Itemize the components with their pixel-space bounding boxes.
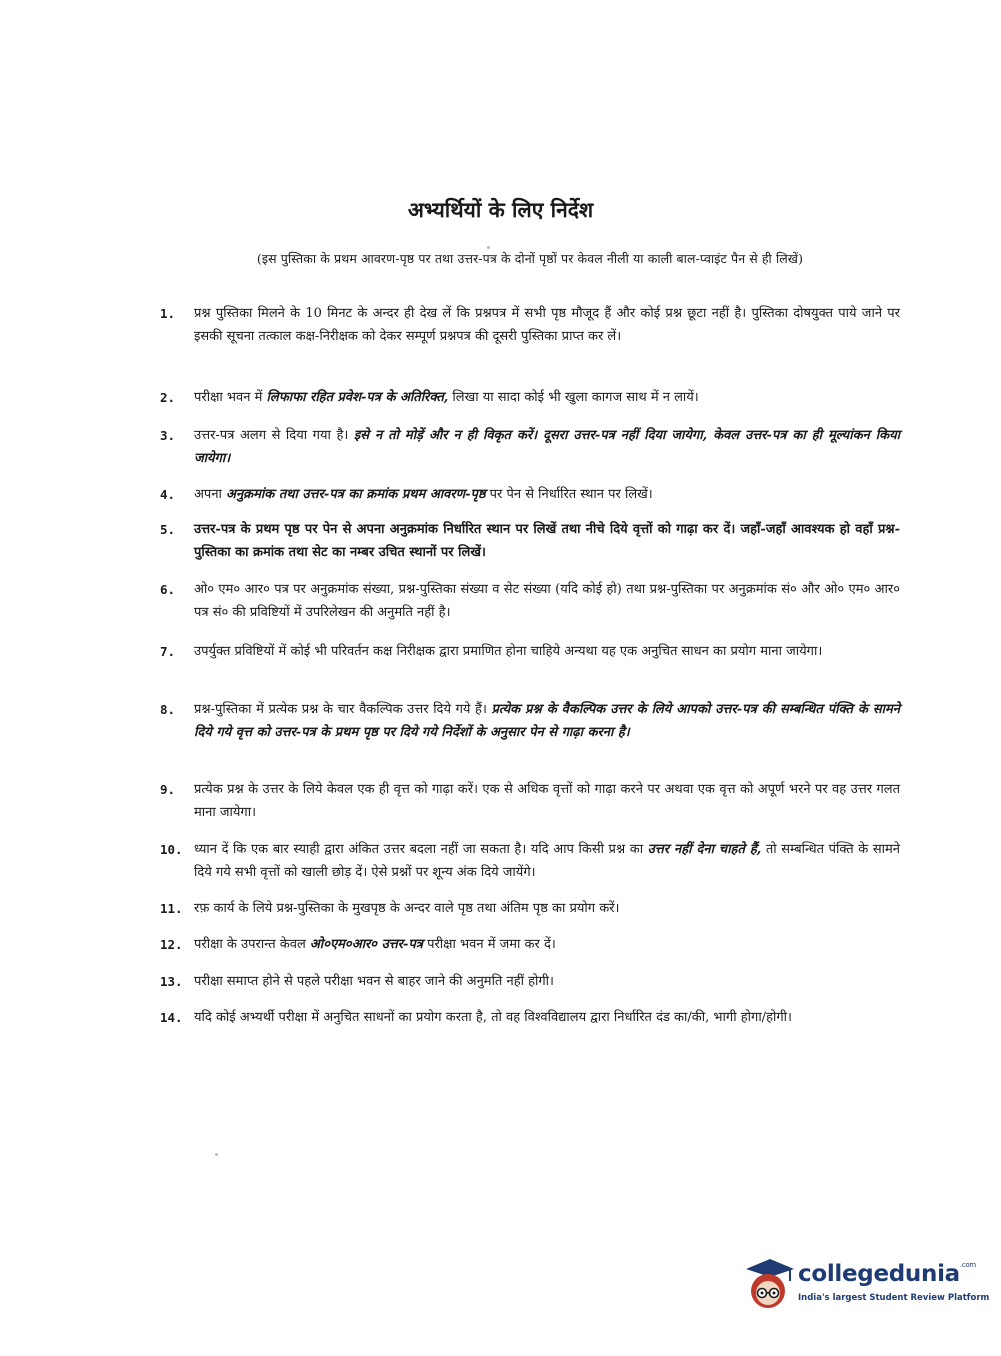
item-text: यदि कोई अभ्यर्थी परीक्षा में अनुचित साधनों का प्रयोग करता है, तो वह विश्वविद्यालय द्वारा निर्धारित दंड का/की, भागी होगा/होगी। [194, 1010, 792, 1025]
list-item [160, 302, 900, 348]
list-item [160, 897, 900, 920]
item-text: उत्तर-पत्र के प्रथम पृष्ठ पर पेन से अपना अनुक्रमांक निर्धारित स्थान पर लिखें तथा नीचे दिये वृत्तों को गाढ़ा कर दें। जहाँ-जहाँ आवश्यक हो वहाँ प्रश्न-पुस्तिका का क्रमांक तथा सेट का नम्बर उचित स्थानों पर लिखें। [194, 522, 900, 560]
item-text: परीक्षा समाप्त होने से पहले परीक्षा भवन से बाहर जाने की अनुमति नहीं होगी। [194, 974, 554, 989]
logo-name: collegedunia$^{.com}$ [798, 1261, 976, 1287]
list-item [160, 838, 900, 884]
item-number: 1. [160, 306, 176, 321]
item-text: परीक्षा भवन में लिफाफा रहित प्रवेश-पत्र के अतिरिक्त, लिखा या सादा कोई भी खुला कागज साथ में न लायें। [194, 390, 699, 405]
item-number: 9. [160, 782, 176, 797]
item-text: प्रत्येक प्रश्न के उत्तर के लिये केवल एक ही वृत्त को गाढ़ा करें। एक से अधिक वृत्तों को गाढ़ा करने पर अथवा एक वृत्त को अपूर्ण भरने पर वह उत्तर गलत माना जायेगा। [194, 782, 900, 820]
list-item [160, 698, 900, 744]
item-text: परीक्षा के उपरान्त केवल ओ०एम०आर० उत्तर-पत्र परीक्षा भवन में जमा कर दें। [194, 937, 556, 952]
item-number: 11. [160, 901, 183, 916]
item-text: रफ़ कार्य के लिये प्रश्न-पुस्तिका के मुखपृष्ठ के अन्दर वाले पृष्ठ तथा अंतिम पृष्ठ का प्रयोग करें। [194, 901, 620, 916]
item-number: 7. [160, 644, 176, 659]
item-number: 13. [160, 974, 183, 989]
collegedunia-logo [740, 1255, 990, 1315]
scan-speck [215, 1153, 218, 1156]
item-number: 2. [160, 390, 176, 405]
item-number: 10. [160, 842, 183, 857]
item-text: प्रश्न पुस्तिका मिलने के 10 मिनट के अन्दर ही देख लें कि प्रश्नपत्र में सभी पृष्ठ मौजूद हैं और कोई प्रश्न छूटा नहीं है। पुस्तिका दोषयुक्त पाये जाने पर इसकी सूचना तत्काल कक्ष-निरीक्षक को देकर सम्पूर्ण प्रश्नपत्र की दूसरी पुस्तिका प्राप्त कर लें। [194, 306, 900, 344]
list-item [160, 933, 900, 956]
item-text: ध्यान दें कि एक बार स्याही द्वारा अंकित उत्तर बदला नहीं जा सकता है। यदि आप किसी प्रश्न का उत्तर नहीं देना चाहते हैं, तो सम्बन्धित पंक्ति के सामने दिये गये सभी वृत्तों को खाली छोड़ दें। ऐसे प्रश्नों पर शून्य अंक दिये जायेंगे। [194, 842, 900, 880]
item-number: 6. [160, 582, 176, 597]
item-number: 12. [160, 937, 183, 952]
item-text: उपर्युक्त प्रविष्टियों में कोई भी परिवर्तन कक्ष निरीक्षक द्वारा प्रमाणित होना चाहिये अन्यथा यह एक अनुचित साधन का प्रयोग माना जायेगा। [194, 644, 823, 659]
page-subtitle: (इस पुस्तिका के प्रथम आवरण-पृष्ठ पर तथा उत्तर-पत्र के दोनों पृष्ठों पर केवल नीली या काली बाल-प्वाइंट पैन से ही लिखें) [256, 251, 804, 266]
list-item [160, 424, 900, 470]
scan-speck [487, 246, 490, 249]
item-text: अपना अनुक्रमांक तथा उत्तर-पत्र का क्रमांक प्रथम आवरण-पृष्ठ पर पेन से निर्धारित स्थान पर लिखें। [194, 487, 653, 502]
logo-tagline: India's largest Student Review Platform [798, 1293, 990, 1303]
item-text: उत्तर-पत्र अलग से दिया गया है। इसे न तो मोड़ें और न ही विकृत करें। दूसरा उत्तर-पत्र नहीं दिया जायेगा, केवल उत्तर-पत्र का ही मूल्यांकन किया जायेगा। [194, 428, 900, 466]
list-item [160, 578, 900, 624]
item-text: ओ० एम० आर० पत्र पर अनुक्रमांक संख्या, प्रश्न-पुस्तिका संख्या व सेट संख्या (यदि कोई हो) तथा प्रश्न-पुस्तिका पर अनुक्रमांक सं० और ओ० एम० आर० पत्र सं० की प्रविष्टियों में उपरिलेखन की अनुमति नहीं है। [194, 582, 900, 620]
page-title: अभ्यर्थियों के लिए निर्देश [407, 197, 594, 222]
list-item [160, 518, 900, 564]
mascot-icon [740, 1255, 796, 1315]
item-number: 3. [160, 428, 176, 443]
item-number: 5. [160, 522, 176, 537]
item-number: 4. [160, 487, 176, 502]
list-item [160, 386, 900, 409]
list-item [160, 970, 900, 993]
item-number: 8. [160, 702, 176, 717]
item-number: 14. [160, 1010, 183, 1025]
list-item [160, 483, 900, 506]
item-text: प्रश्न-पुस्तिका में प्रत्येक प्रश्न के चार वैकल्पिक उत्तर दिये गये हैं। प्रत्येक प्रश्न के वैकल्पिक उत्तर के लिये आपको उत्तर-पत्र की सम्बन्धित पंक्ति के सामने दिये गये वृत्त को उत्तर-पत्र के प्रथम पृष्ठ पर दिये गये निर्देशों के अनुसार पेन से गाढ़ा करना है। [194, 702, 900, 740]
list-item [160, 640, 900, 663]
list-item [160, 1006, 900, 1029]
list-item [160, 778, 900, 824]
